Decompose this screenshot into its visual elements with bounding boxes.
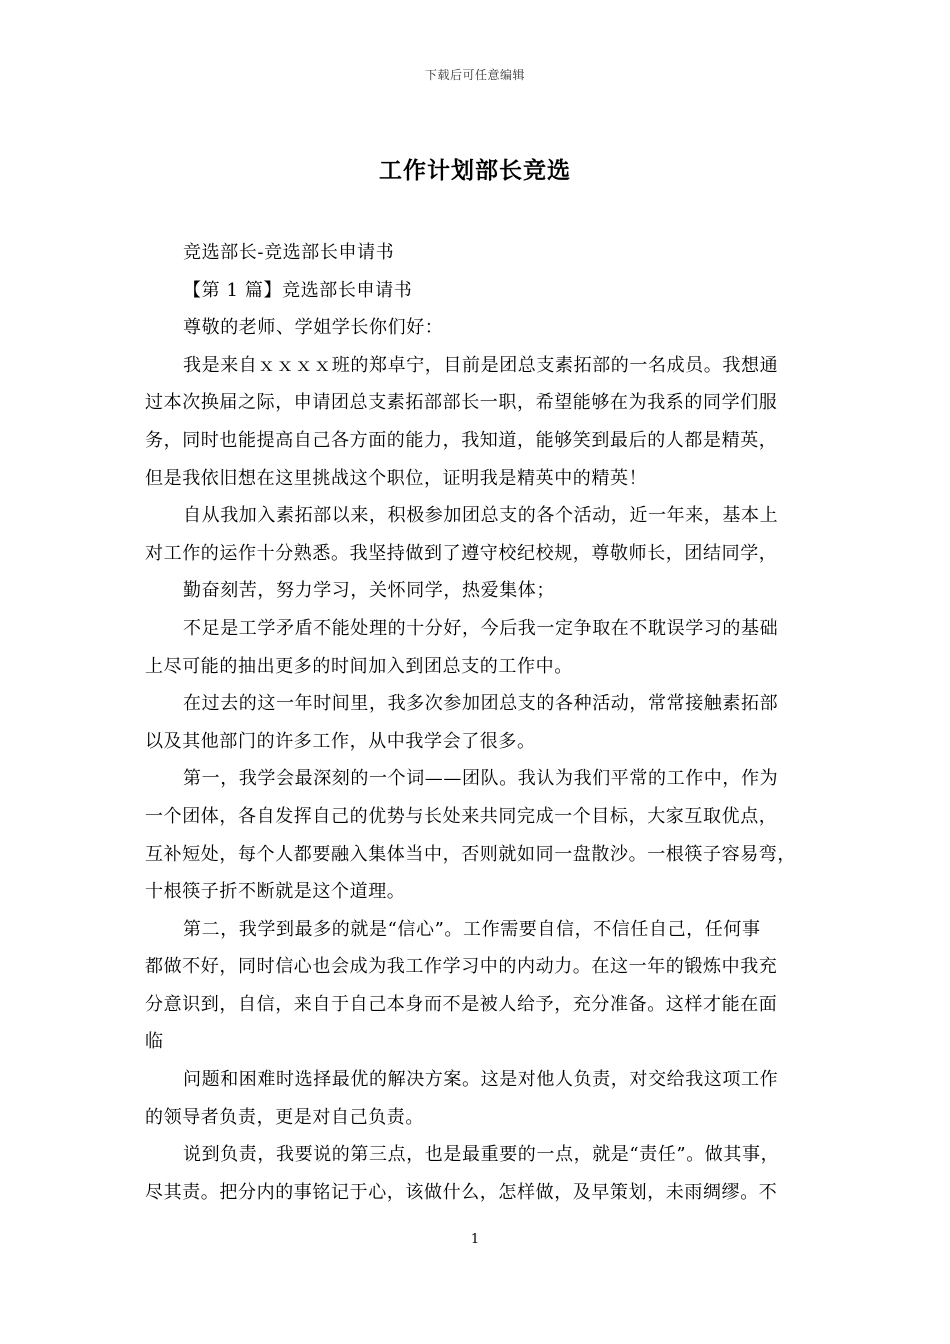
body-line: 尽其责。把分内的事铭记于心，该做什么，怎样做，及早策划，未雨绸缪。不	[145, 1181, 778, 1203]
body-line: 上尽可能的抽出更多的时间加入到团总支的工作中。	[145, 655, 573, 677]
body-line: 对工作的运作十分熟悉。我坚持做到了遵守校纪校规，尊敬师长，团结同学，	[145, 542, 778, 564]
body-line: 的领导者负责，更是对自己负责。	[145, 1106, 424, 1128]
body-line: 我是来自ｘｘｘｘ班的郑卓宁，目前是团总支素拓部的一名成员。我想通	[183, 354, 779, 376]
body-line: 互补短处，每个人都要融入集体当中，否则就如同一盘散沙。一根筷子容易弯，	[145, 843, 796, 865]
body-line: 第二，我学到最多的就是“信心”。工作需要自信，不信任自己，任何事	[183, 918, 761, 940]
body-line: 一个团体，各自发挥自己的优势与长处来共同完成一个目标，大家互取优点，	[145, 805, 778, 827]
document-title: 工作计划部长竞选	[379, 157, 571, 184]
body-line: 都做不好，同时信心也会成为我工作学习中的内动力。在这一年的锻炼中我充	[145, 956, 778, 978]
body-line: 以及其他部门的许多工作，从中我学会了很多。	[145, 730, 536, 752]
body-line: 不足是工学矛盾不能处理的十分好，今后我一定争取在不耽误学习的基础	[183, 617, 779, 639]
body-line: 十根筷子折不断就是这个道理。	[145, 881, 406, 903]
body-line: 竞选部长-竞选部长申请书	[183, 242, 395, 263]
document-body	[145, 234, 820, 1211]
body-line: 但是我依旧想在这里挑战这个职位，证明我是精英中的精英！	[145, 467, 648, 489]
body-line: 问题和困难时选择最优的解决方案。这是对他人负责，对交给我这项工作	[183, 1069, 779, 1091]
body-line: 过本次换届之际，申请团总支素拓部部长一职，希望能够在为我系的同学们服	[145, 392, 778, 414]
page-number: 1	[470, 1232, 480, 1247]
body-line: 【第 1 篇】竞选部长申请书	[183, 279, 413, 301]
body-line: 临	[145, 1031, 164, 1053]
body-line: 第一，我学会最深刻的一个词——团队。我认为我们平常的工作中，作为	[183, 768, 779, 790]
page-header: 下载后可任意编辑	[424, 68, 525, 82]
body-line: 说到负责，我要说的第三点，也是最重要的一点，就是“责任”。做其事，	[183, 1144, 780, 1166]
body-line: 勤奋刻苦，努力学习，关怀同学，热爱集体；	[183, 580, 555, 602]
body-line: 务，同时也能提高自己各方面的能力，我知道，能够笑到最后的人都是精英，	[145, 429, 778, 451]
body-line: 自从我加入素拓部以来，积极参加团总支的各个活动，近一年来，基本上	[183, 505, 779, 527]
body-line: 尊敬的老师、学姐学长你们好：	[183, 317, 444, 339]
body-line: 在过去的这一年时间里，我多次参加团总支的各种活动，常常接触素拓部	[183, 693, 779, 715]
body-line: 分意识到，自信，来自于自己本身而不是被人给予，充分准备。这样才能在面	[145, 993, 778, 1015]
